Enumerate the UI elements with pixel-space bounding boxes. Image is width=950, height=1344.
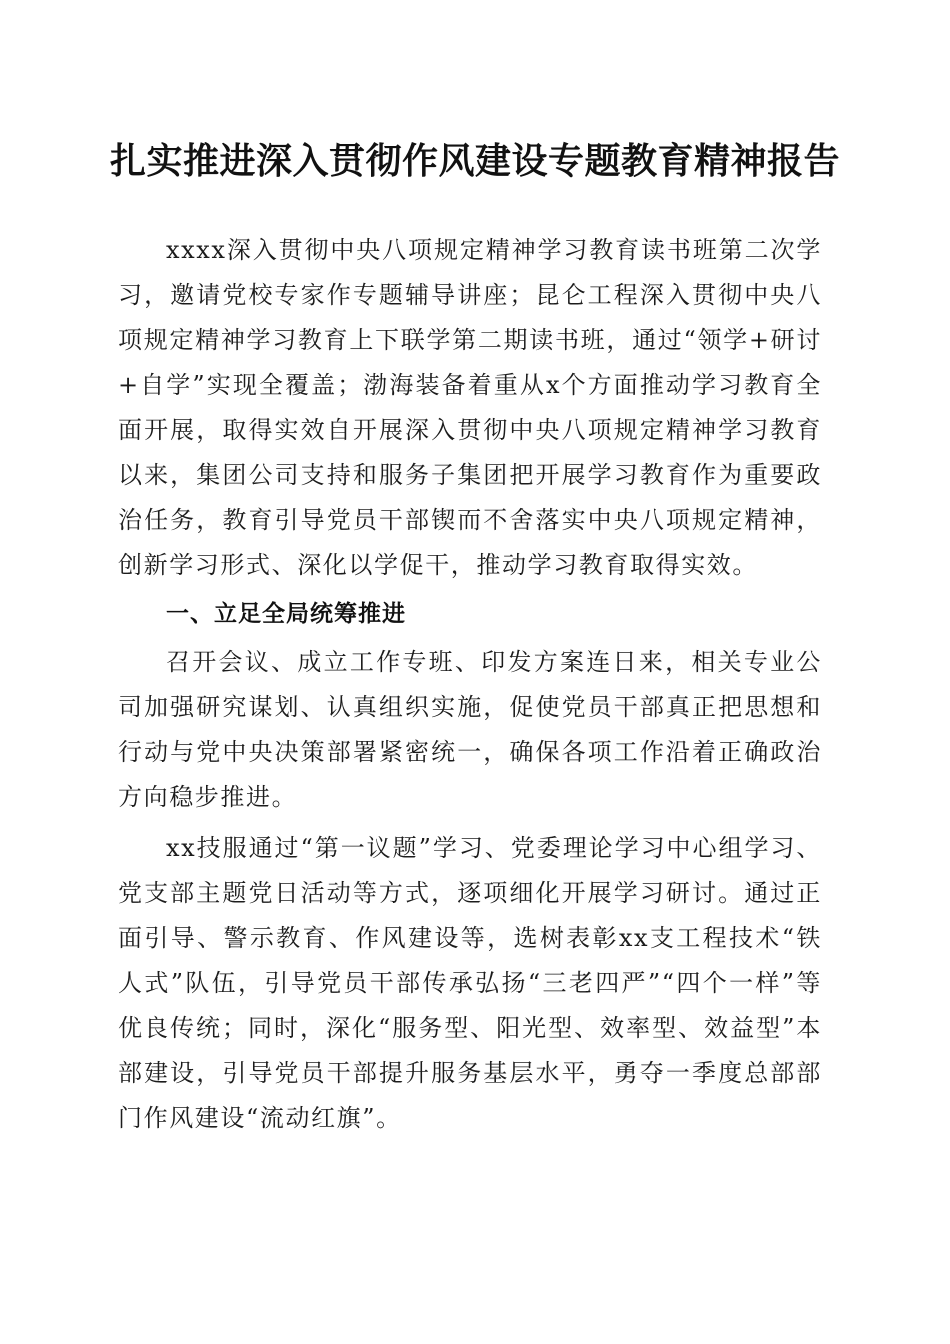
section-paragraph: 召开会议、成立工作专班、印发方案连日来，相关专业公司加强研究谋划、认真组织实施，促使党员干部真正把思想和行动与党中央决策部署紧密统一，确保各项工作沿着正确政治方向稳步推进。 [118, 648, 822, 811]
document-body [118, 228, 822, 1147]
section-heading: 一、立足全局统筹推进 [166, 601, 406, 627]
document-title: 扎实推进深入贯彻作风建设专题教育精神报告 [109, 140, 840, 182]
intro-paragraph: xxxx深入贯彻中央八项规定精神学习教育读书班第二次学习，邀请党校专家作专题辅导讲座；昆仑工程深入贯彻中央八项规定精神学习教育上下联学第二期读书班，通过“领学+研讨+自学”实现全覆盖；渤海装备着重从x个方面推动学习教育全面开展，取得实效自开展深入贯彻中央八项规定精神学习教育以来，集团公司支持和服务子集团把开展学习教育作为重要政治任务，教育引导党员干部锲而不舍落实中央八项规定精神，创新学习形式、深化以学促干，推动学习教育取得实效。 [118, 236, 822, 579]
section-paragraph: xx技服通过“第一议题”学习、党委理论学习中心组学习、党支部主题党日活动等方式，逐项细化开展学习研讨。通过正面引导、警示教育、作风建设等，选树表彰xx支工程技术“铁人式”队伍，引导党员干部传承弘扬“三老四严”“四个一样”等优良传统；同时，深化“服务型、阳光型、效率型、效益型”本部建设，引导党员干部提升服务基层水平，勇夺一季度总部部门作风建设“流动红旗”。 [118, 834, 822, 1132]
